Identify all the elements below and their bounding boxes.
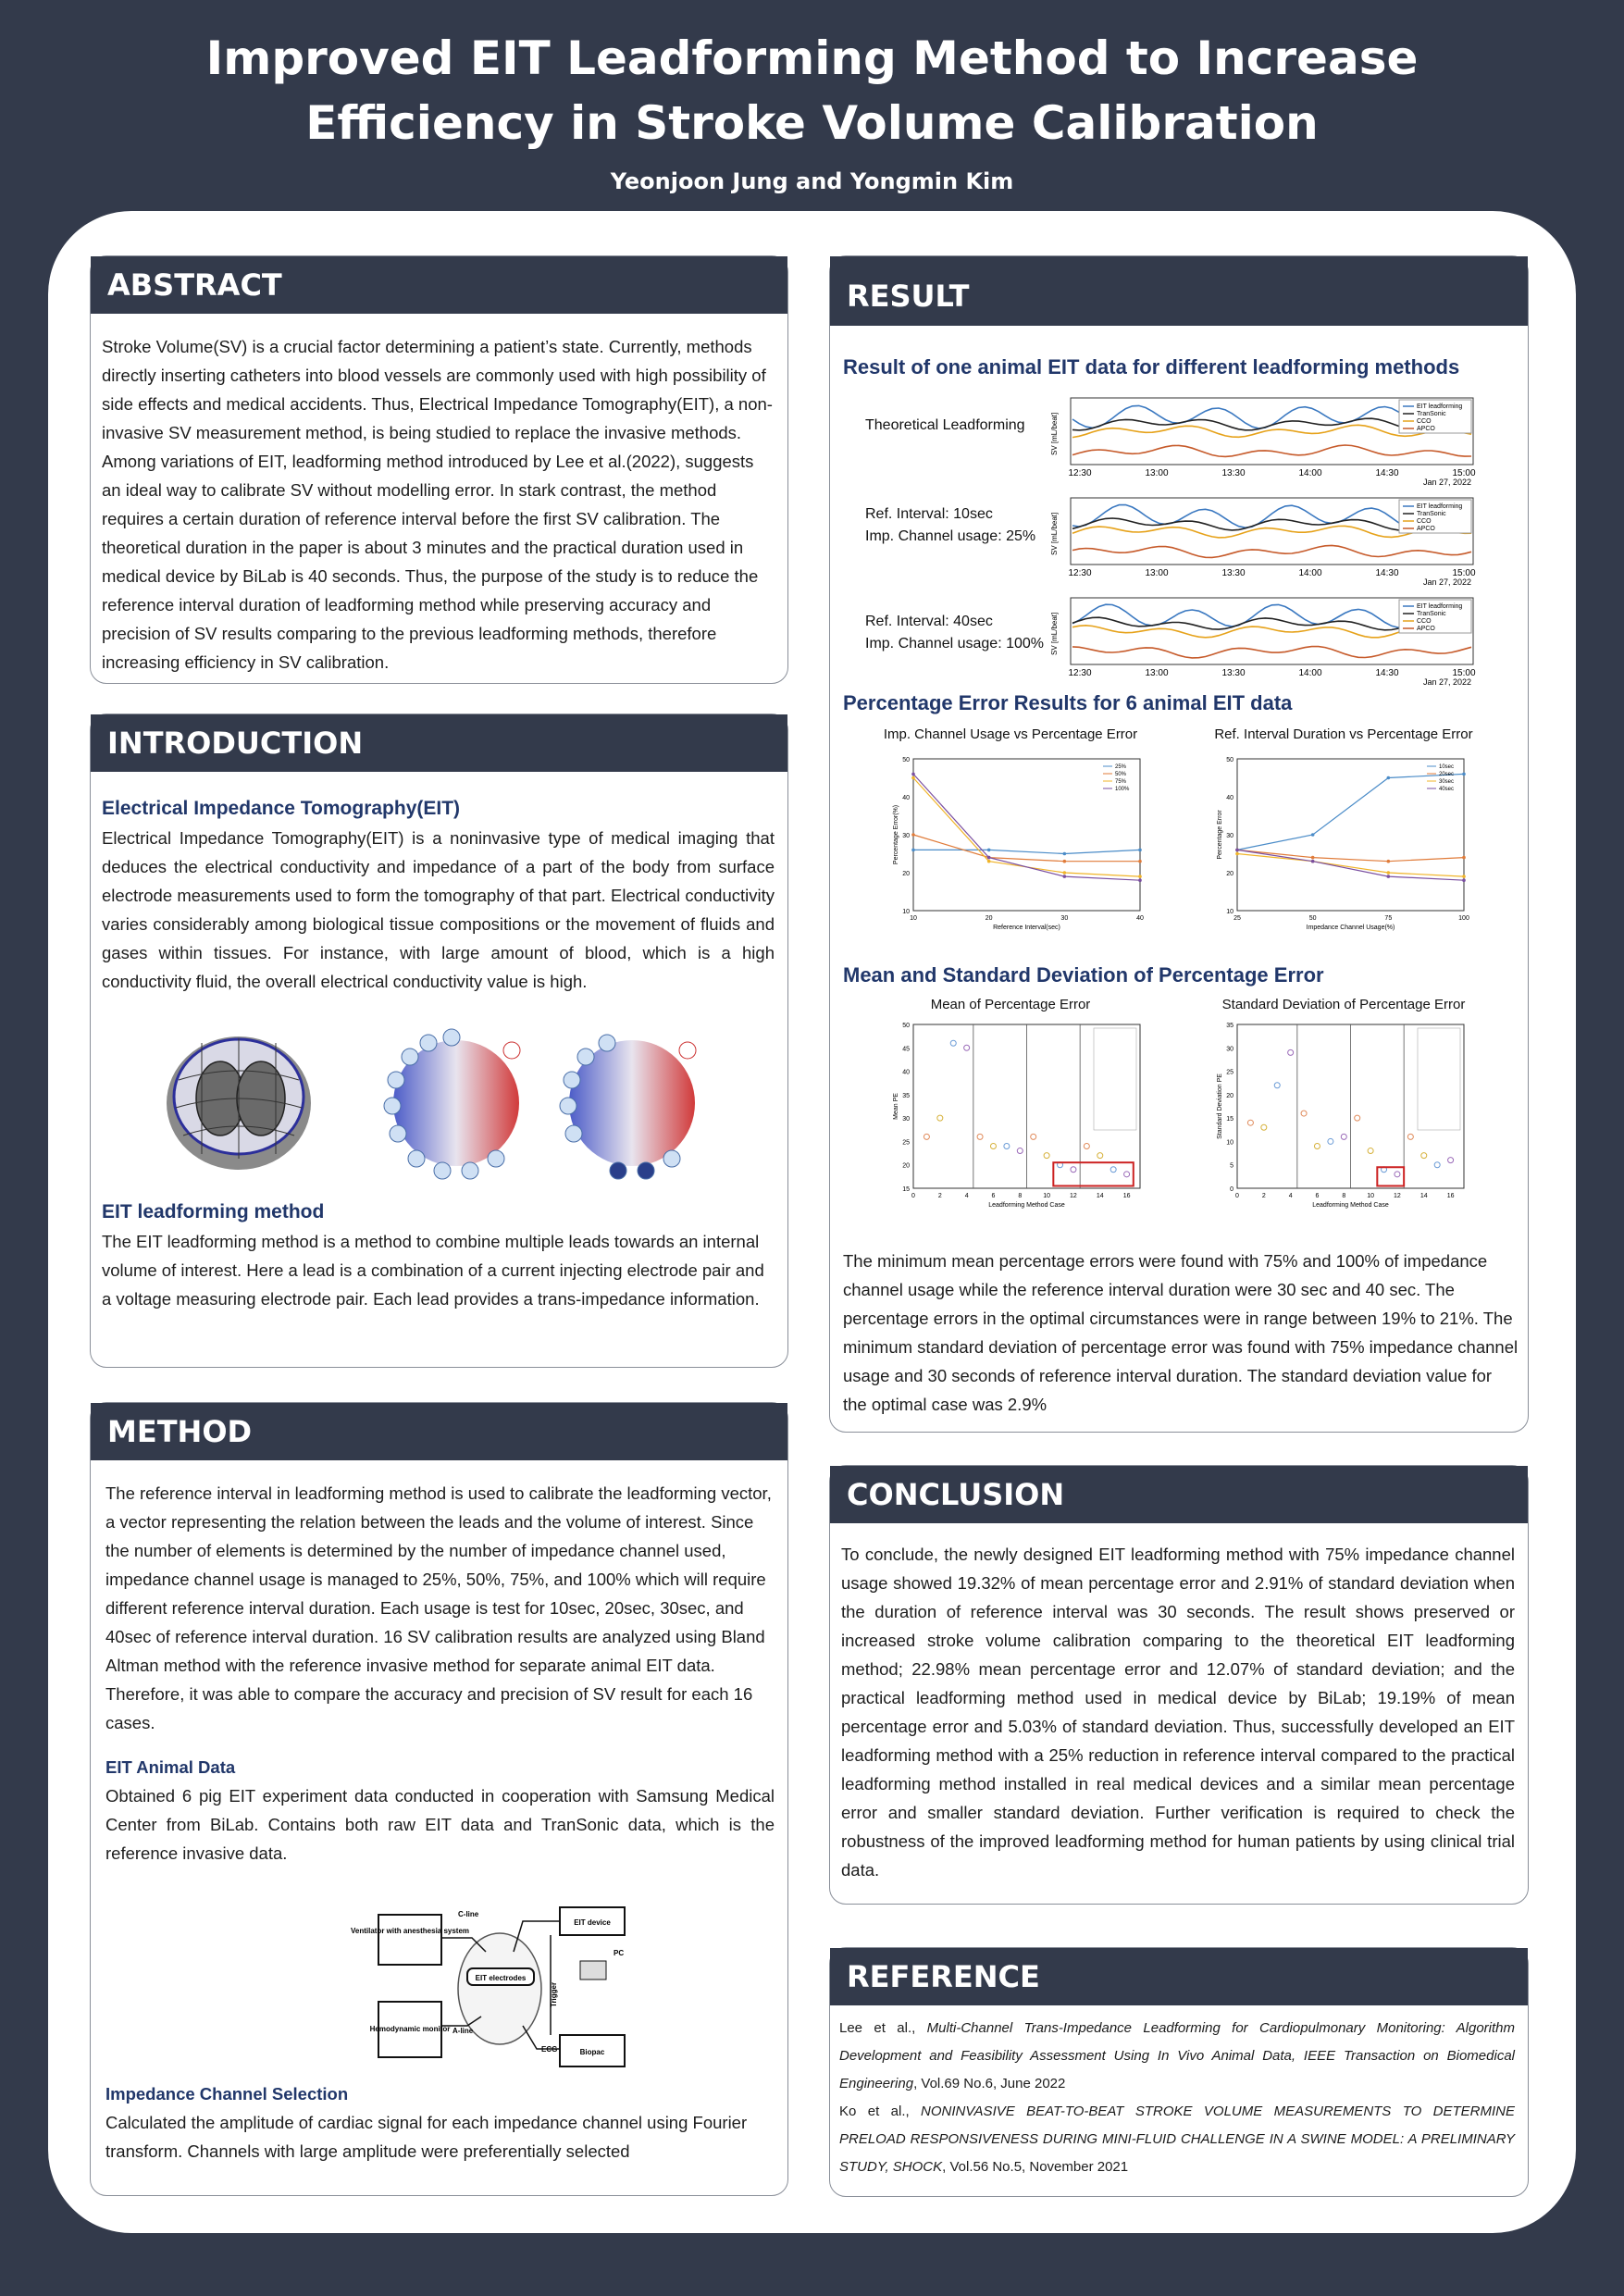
x-tick-label: 8 [1018, 1193, 1023, 1199]
ts-label-1: Theoretical Leadforming [865, 417, 1025, 433]
ts-ylabel: SV [mL/beat] [1050, 612, 1059, 655]
result-subheading-1: Result of one animal EIT data for different leadforming methods [843, 355, 1460, 379]
data-point [1434, 1162, 1440, 1168]
ts-tick-label: 15:00 [1452, 668, 1476, 678]
pe-chart-channel-usage [890, 751, 1154, 937]
data-point [1462, 773, 1466, 776]
aline-label: A-line [452, 2027, 474, 2035]
data-point [1044, 1153, 1049, 1159]
ts-tick-label: 14:30 [1375, 568, 1399, 578]
y-tick-label: 10 [1226, 1139, 1233, 1147]
x-tick-label: 10 [910, 915, 917, 922]
ts-tick-label: 13:00 [1145, 668, 1169, 678]
ts-legend-label: APCO [1417, 626, 1435, 632]
trigger-label: Trigger [550, 1981, 558, 2007]
ts-legend [1399, 500, 1471, 533]
ts-tick-label: 13:00 [1145, 468, 1169, 478]
animal-data-text: Obtained 6 pig EIT experiment data conducted in cooperation with Samsung Medical Center from BiLab. Contains both raw EIT data and TranSonic data, which is the reference invasive data. [105, 1786, 775, 1863]
ts-legend-label: CCO [1417, 518, 1432, 525]
ventilator-box [378, 1915, 441, 1965]
ts-legend [1399, 400, 1471, 433]
data-point [1448, 1158, 1454, 1163]
ts-legend-label: CCO [1417, 418, 1432, 425]
data-point [1341, 1134, 1346, 1139]
authors: Yeonjoon Jung and Yongmin Kim [610, 168, 1014, 194]
y-tick-label: 50 [902, 1023, 910, 1029]
channel-selection-text: Calculated the amplitude of cardiac signal for each impedance channel using Fourier transform. Channels with large amplitude were preferentially selected [105, 2113, 748, 2161]
ts-tick-label: 12:30 [1068, 568, 1092, 578]
y-tick-label: 10 [902, 909, 910, 915]
ventilator-label: Ventilator with anesthesia system [350, 1927, 470, 1935]
data-point [987, 849, 991, 852]
channel-selection-subheading: Impedance Channel Selection [105, 2084, 349, 2104]
ts-legend-label: EIT leadforming [1417, 603, 1463, 610]
eit-text: Electrical Impedance Tomography(EIT) is a noninvasive type of medical imaging that deduces the electrical conductivity and impedance of a part of the body from surface electrode measurements used to form the tomography of that part. Electrical conductivity varies considerably among biological tissue compositions or the movement of fluids and gases within tissues. For instance, with large amount of blood, which is a high conductivity fluid, the overall electrical conductivity value is high. [102, 828, 775, 991]
y-tick-label: 30 [902, 1116, 910, 1123]
data-point [1462, 856, 1466, 860]
data-point [990, 1143, 996, 1148]
ts-tick-label: 14:00 [1298, 468, 1322, 478]
reference-heading: REFERENCE [830, 1948, 1528, 2005]
x-tick-label: 75 [1384, 915, 1393, 922]
data-point [1235, 849, 1239, 852]
y-tick-label: 15 [902, 1186, 910, 1193]
x-tick-label: 12 [1070, 1193, 1077, 1199]
y-axis-label: Percentage Error(%) [893, 804, 899, 865]
abstract-text: Stroke Volume(SV) is a crucial factor determining a patient’s state. Currently, methods directly inserting catheters into blood vessels are commonly used with high possibility of side effects and medical accidents. Thus, Electrical Impedance Tomography(EIT), a non-invasive SV measurement method, is being studied to replace the invasive methods. Among variations of EIT, leadforming method introduced by Lee et al.(2022), suggests an ideal way to calibrate SV without modelling error. In stark contrast, the method requires a certain duration of reference interval before the first SV calibration. The theoretical duration in the paper is about 3 minutes and the practical duration used in medical device by BiLab is 40 seconds. Thus, the purpose of the study is to reduce the reference interval duration of leadforming method while preserving accuracy and precision of SV results comparing to the previous leadforming methods, therefore increasing efficiency in SV calibration. [102, 337, 773, 672]
x-tick-label: 0 [911, 1193, 915, 1199]
data-point [1063, 860, 1067, 863]
series-line [913, 850, 1140, 853]
pe-chart-title-2: Ref. Interval Duration vs Percentage Error [1214, 726, 1473, 742]
data-point [977, 1134, 983, 1139]
ts-date-label: Jan 27, 2022 [1422, 577, 1471, 587]
x-tick-label: 10 [1043, 1193, 1051, 1199]
data-point [1247, 1120, 1253, 1125]
data-point [1261, 1124, 1267, 1130]
eit-subheading: Electrical Impedance Tomography(EIT) [102, 798, 461, 819]
ts-legend [1399, 600, 1471, 633]
biopac-label: Biopac [579, 2048, 605, 2056]
x-axis-label: Impedance Channel Usage(%) [1306, 925, 1395, 931]
data-point [1311, 856, 1315, 860]
x-tick-label: 16 [1446, 1193, 1455, 1199]
cline-label: C-line [458, 1910, 479, 1918]
ts-date-label: Jan 27, 2022 [1422, 677, 1471, 687]
sv-time-series-charts [1038, 391, 1519, 691]
method-text: The reference interval in leadforming method is used to calibrate the leadforming vector, a vector representing the relation between the leads and the volume of interest. Since the number of elements is determined by the number of impedance channel used, impedance channel usage is managed to 25%, 50%, 75%, and 100% which will require different reference interval duration. Each usage is test for 10sec, 20sec, 30sec, and 40sec of reference interval duration. 16 SV calibration results are analyzed using Bland Altman method with the reference invasive method for separate animal EIT data. Therefore, it was able to compare the accuracy and precision of SV result for each 16 cases. [105, 1483, 772, 1732]
data-point [987, 856, 991, 860]
data-point [1071, 1167, 1076, 1173]
y-tick-label: 40 [902, 795, 910, 801]
std-pe-chart [1214, 1017, 1478, 1216]
ts-ylabel: SV [mL/beat] [1050, 412, 1059, 455]
data-point [1368, 1148, 1373, 1154]
legend-label: 25% [1115, 764, 1127, 770]
y-tick-label: 20 [902, 1162, 910, 1170]
method-section [90, 1402, 788, 2196]
pc-icon [580, 1961, 606, 1980]
x-tick-label: 6 [1315, 1193, 1320, 1199]
data-point [1314, 1143, 1320, 1148]
conductivity-map-1 [384, 1029, 520, 1179]
highlight-box [1053, 1162, 1133, 1185]
result-heading: RESULT [830, 256, 1528, 326]
title-line-1: Improved EIT Leadforming Method to Increase [205, 31, 1419, 85]
data-point [1311, 860, 1315, 863]
data-point [1031, 1134, 1036, 1139]
x-tick-label: 10 [1367, 1193, 1375, 1199]
x-tick-label: 12 [1394, 1193, 1401, 1199]
y-tick-label: 30 [1226, 1046, 1233, 1053]
data-point [1004, 1143, 1010, 1148]
reference-1: Lee et al., Multi-Channel Trans-Impedance Leadforming for Cardiopulmonary Monitoring: Algorithm Development and Feasibility Assessment Using In Vivo Animal Data, IEEE Transaction on Biomedical Engineering, Vol.69 No.6, June 2022 [839, 2020, 1515, 2091]
ts-tick-label: 14:00 [1298, 668, 1322, 678]
y-tick-label: 25 [902, 1139, 910, 1147]
y-tick-label: 35 [1226, 1023, 1233, 1029]
data-point [1311, 833, 1315, 837]
data-point [964, 1045, 970, 1050]
plot-frame [1237, 759, 1464, 911]
x-tick-label: 2 [1261, 1193, 1266, 1199]
x-tick-label: 4 [964, 1193, 969, 1199]
ts-label-2b: Imp. Channel usage: 25% [865, 528, 1036, 544]
x-axis-label: Leadforming Method Case [1312, 1202, 1389, 1209]
eit-images [165, 1024, 720, 1182]
result-section [829, 255, 1529, 1433]
method-heading: METHOD [91, 1403, 787, 1460]
data-point [1387, 875, 1391, 878]
data-point [1097, 1153, 1103, 1159]
pe-chart-ref-interval [1214, 751, 1478, 937]
introduction-section [90, 714, 788, 1368]
x-tick-label: 16 [1122, 1193, 1131, 1199]
data-point [1387, 871, 1391, 875]
experiment-setup-diagram [350, 1896, 643, 2081]
ts-tick-label: 12:30 [1068, 468, 1092, 478]
data-point [1328, 1138, 1333, 1144]
hemodynamic-label: Hemodynamic monitor [369, 2025, 451, 2033]
data-point [1063, 871, 1067, 875]
ts-legend-label: EIT leadforming [1417, 403, 1463, 410]
ts-tick-label: 12:30 [1068, 668, 1092, 678]
data-point [1395, 1172, 1400, 1177]
eit-device-label: EIT device [574, 1918, 611, 1927]
x-tick-label: 25 [1233, 915, 1241, 922]
data-point [937, 1115, 943, 1121]
leadforming-text: The EIT leadforming method is a method to combine multiple leads towards an internal volume of interest. Here a lead is a combination of a current injecting electrode pair and a voltage measuring electrode pair. Each lead provides a trans-impedance information. [102, 1232, 764, 1309]
series-line [1237, 850, 1464, 880]
x-tick-label: 30 [1060, 915, 1069, 922]
x-tick-label: 4 [1288, 1193, 1293, 1199]
series-line [1237, 850, 1464, 861]
thorax-mesh-image [167, 1036, 311, 1170]
ts-tick-label: 13:30 [1221, 568, 1246, 578]
y-axis-label: Percentage Error [1217, 810, 1223, 860]
data-point [911, 776, 915, 780]
data-point [1235, 852, 1239, 856]
ts-tick-label: 15:00 [1452, 468, 1476, 478]
data-point [911, 773, 915, 776]
introduction-heading: INTRODUCTION [91, 714, 787, 772]
y-tick-label: 5 [1230, 1162, 1233, 1170]
ms-chart-title-1: Mean of Percentage Error [930, 997, 1091, 1012]
legend-label: 30sec [1439, 779, 1455, 785]
conclusion-section [829, 1465, 1529, 1905]
x-tick-label: 0 [1235, 1193, 1239, 1199]
data-point [1138, 849, 1142, 852]
ts-tick-label: 14:00 [1298, 568, 1322, 578]
y-tick-label: 15 [1226, 1116, 1233, 1123]
x-tick-label: 14 [1096, 1193, 1104, 1199]
ts-label-3b: Imp. Channel usage: 100% [865, 636, 1045, 652]
y-tick-label: 50 [1226, 757, 1233, 763]
data-point [1017, 1148, 1023, 1154]
ts-series-line [1072, 647, 1471, 658]
ts-legend-label: CCO [1417, 618, 1432, 625]
series-line [1237, 854, 1464, 877]
y-tick-label: 30 [1226, 833, 1233, 839]
x-axis-label: Reference Interval(sec) [993, 925, 1060, 931]
data-point [924, 1134, 929, 1139]
legend-label: 75% [1115, 779, 1127, 785]
x-tick-label: 50 [1308, 915, 1317, 922]
animal-data-subheading: EIT Animal Data [105, 1757, 236, 1777]
ts-legend-label: APCO [1417, 426, 1435, 432]
legend-box [1094, 1028, 1136, 1130]
y-axis-label: Mean PE [893, 1093, 899, 1120]
reference-section [829, 1947, 1529, 2197]
ts-tick-label: 14:30 [1375, 468, 1399, 478]
y-tick-label: 35 [902, 1092, 910, 1099]
y-tick-label: 20 [902, 871, 910, 877]
data-point [1355, 1115, 1360, 1121]
conductivity-map-2 [560, 1035, 696, 1179]
legend-label: 100% [1115, 787, 1130, 792]
data-point [950, 1040, 956, 1046]
x-tick-label: 2 [937, 1193, 942, 1199]
result-subheading-3: Mean and Standard Deviation of Percentage Error [843, 963, 1324, 987]
ts-ylabel: SV [mL/beat] [1050, 512, 1059, 555]
data-point [911, 849, 915, 852]
y-tick-label: 20 [1226, 871, 1233, 877]
data-point [1462, 875, 1466, 878]
ts-legend-label: EIT leadforming [1417, 503, 1463, 510]
legend-label: 50% [1115, 772, 1127, 777]
series-line [913, 774, 1140, 880]
data-point [1138, 878, 1142, 882]
ts-legend-label: APCO [1417, 526, 1435, 532]
ts-legend-label: TranSonic [1417, 611, 1446, 617]
data-point [1274, 1083, 1280, 1088]
legend-label: 40sec [1439, 787, 1455, 792]
data-point [1288, 1049, 1294, 1055]
y-tick-label: 0 [1230, 1186, 1233, 1193]
abstract-heading: ABSTRACT [91, 256, 787, 314]
y-axis-label: Standard Deviation PE [1217, 1074, 1223, 1139]
ts-tick-label: 13:00 [1145, 568, 1169, 578]
x-tick-label: 14 [1419, 1193, 1428, 1199]
reference-2: Ko et al., NONINVASIVE BEAT-TO-BEAT STROKE VOLUME MEASUREMENTS TO DETERMINE PRELOAD RESPONSIVENESS DURING MINI-FLUID CHALLENGE IN A SWINE MODEL: A PRELIMINARY STUDY, SHOCK, Vol.56 No.5, November 2021 [839, 2104, 1515, 2175]
ecg-label: ECG [541, 2045, 558, 2054]
legend-label: 20sec [1439, 772, 1455, 777]
data-point [1138, 875, 1142, 878]
series-line [913, 835, 1140, 862]
conclusion-text: To conclude, the newly designed EIT leadforming method with 75% impedance channel usage showed 19.32% of mean percentage error and 2.91% of standard deviation when the duration of reference interval was 30 seconds. The result shows preserved or increased stroke volume calibration comparing to the theoretical EIT leadforming method; 22.98% mean percentage error and 12.07% of standard deviation; and the practical leadforming method used in medical device by BiLab; 19.19% of mean percentage error and 5.03% of standard deviation. Thus, successfully developed an EIT leadforming method with a 25% reduction in reference interval compared to the practical leadforming method installed in real medical devices and a similar mean percentage error and smaller standard deviation. Further verification is required to check the robustness of the improved leadforming method for human patients by using clinical trial data. [841, 1545, 1515, 1880]
pe-chart-title-1: Imp. Channel Usage vs Percentage Error [883, 726, 1138, 742]
data-point [1387, 776, 1391, 780]
ts-tick-label: 14:30 [1375, 668, 1399, 678]
y-tick-label: 25 [1226, 1069, 1233, 1076]
pc-label: PC [614, 1949, 625, 1957]
x-tick-label: 20 [985, 915, 993, 922]
x-tick-label: 6 [991, 1193, 996, 1199]
y-tick-label: 40 [902, 1069, 910, 1076]
data-point [1110, 1167, 1116, 1173]
legend-box [1418, 1028, 1460, 1130]
y-tick-label: 45 [902, 1046, 910, 1053]
data-point [987, 860, 991, 863]
ts-series-line [1072, 545, 1471, 557]
ts-legend-label: TranSonic [1417, 511, 1446, 517]
x-tick-label: 8 [1342, 1193, 1346, 1199]
ts-tick-label: 15:00 [1452, 568, 1476, 578]
data-point [1124, 1172, 1130, 1177]
title-line-2: Efficiency in Stroke Volume Calibration [305, 96, 1319, 150]
legend-label: 10sec [1439, 764, 1455, 770]
ts-tick-label: 13:30 [1221, 668, 1246, 678]
data-point [1407, 1134, 1413, 1139]
result-subheading-2: Percentage Error Results for 6 animal EIT data [843, 691, 1293, 714]
y-tick-label: 10 [1226, 909, 1233, 915]
y-tick-label: 30 [902, 833, 910, 839]
data-point [1462, 878, 1466, 882]
ts-label-2a: Ref. Interval: 10sec [865, 506, 993, 522]
y-tick-label: 50 [902, 757, 910, 763]
abstract-section [90, 255, 788, 684]
ts-date-label: Jan 27, 2022 [1422, 478, 1471, 487]
ts-legend-label: TranSonic [1417, 411, 1446, 417]
poster-title [0, 0, 1624, 155]
y-tick-label: 20 [1226, 1092, 1233, 1099]
conclusion-heading: CONCLUSION [830, 1466, 1528, 1523]
ts-tick-label: 13:30 [1221, 468, 1246, 478]
data-point [1084, 1143, 1089, 1148]
ts-label-3a: Ref. Interval: 40sec [865, 614, 993, 629]
ms-chart-title-2: Standard Deviation of Percentage Error [1221, 997, 1466, 1012]
x-axis-label: Leadforming Method Case [988, 1202, 1065, 1209]
x-tick-label: 40 [1136, 915, 1144, 922]
data-point [1421, 1153, 1427, 1159]
plot-frame [913, 759, 1140, 911]
data-point [911, 833, 915, 837]
data-point [1063, 852, 1067, 856]
leadforming-subheading: EIT leadforming method [102, 1201, 325, 1222]
result-text: The minimum mean percentage errors were found with 75% and 100% of impedance channel usage while the reference interval duration were 30 sec and 40 sec. The percentage errors in the optimal circumstances were in range between 19% to 21%. The minimum standard deviation of percentage error was found with 75% impedance channel usage and 30 seconds of reference interval duration. The standard deviation value for the optimal case was 2.9% [843, 1251, 1519, 1414]
ts-series-line [1072, 445, 1471, 456]
y-tick-label: 40 [1226, 795, 1233, 801]
data-point [1063, 875, 1067, 878]
data-point [1387, 860, 1391, 863]
poster-header [0, 0, 1624, 204]
x-tick-label: 100 [1458, 915, 1469, 922]
data-point [1301, 1111, 1307, 1116]
series-line [1237, 774, 1464, 850]
data-point [1138, 860, 1142, 863]
mean-pe-chart [890, 1017, 1154, 1216]
electrodes-label: EIT electrodes [475, 1974, 527, 1982]
